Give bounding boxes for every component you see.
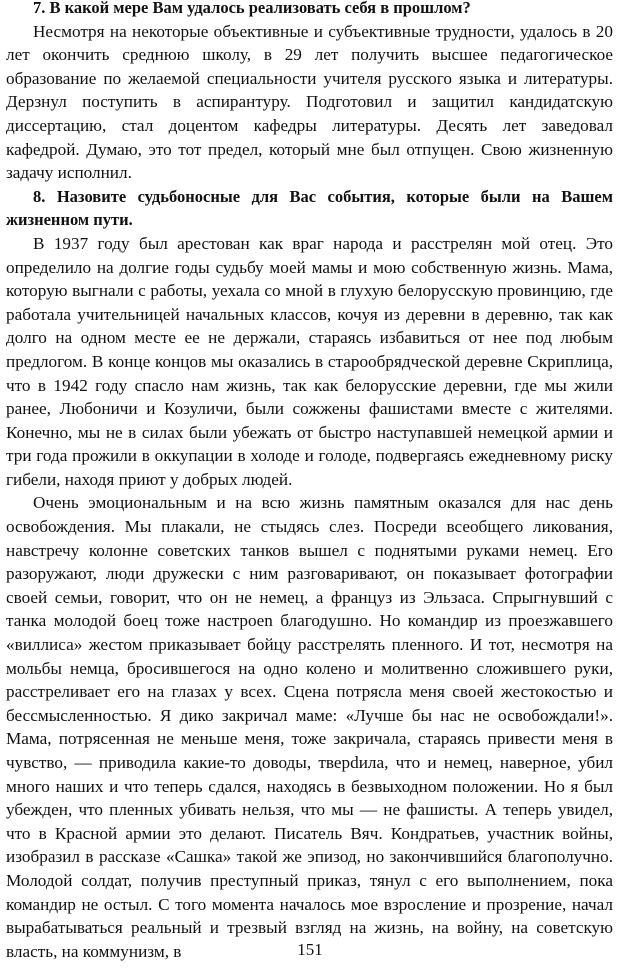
page-number: 151 (297, 940, 323, 959)
answer-8-paragraph-1: В 1937 году был арестован как враг народа и расстрелян мой отец. Это определило на долгие годы судьбу моей мамы и мою собственную жизнь. Мама, которую выгнали с работы, уехала со мной в глухую белорусскую провинцию, где работала учительницей начальных классов, кочуя из деревни в деревню, так как долго на одном месте ее не держали, стараясь избавиться от нее под любым предлогом. В конце концов мы оказались в старообрядческой деревне Скриплица, что в 1942 году спасло нам жизнь, так как белорусские деревни, где мы жили ранее, Любоничи и Козуличи, были сожжены фашистами вместе с жителями. Конечно, мы не в силах были убежать от быстро наступавшей немецкой армии и три года прожили в оккупации в холоде и голоде, подвергаясь ежедневному риску гибели, находя приют у добрых людей. (6, 233, 613, 489)
section-8 (6, 185, 613, 964)
question-8-heading: 8. Назовите судьбоносные для Вас события, которые были на Вашем жизненном пути. (6, 186, 613, 230)
section-7 (6, 0, 613, 185)
question-7-heading: 7. В какой мере Вам удалось реализовать себя в прошлом? (33, 0, 471, 17)
answer-8-paragraph-2: Очень эмоциональным и на всю жизнь памятным оказался для нас день освобождения. Мы плакали, не стыдясь слез. Посреди всеобщего ликования, навстречу колонне советских танков вышел с поднятыми руками немец. Его разоружают, люди дружески с ним разговаривают, он показывает фотографии своей семьи, говорит, что он не немец, а француз из Эльзаса. Спрыгнувший с танка молодой боец тоже настроen благодушно. Но командир из проезжавшего «виллиса» жестом приказывает бойцу расстрелять пленного. И тот, несмотря на мольбы немца, бросившегося на одно колено и молитвенно сложившего руки, расстреливает его на глазах у всех. Сцена потрясла меня своей жестокостью и бессмысленностью. Я дико закричал маме: «Лучше бы нас не освобождали!». Мама, потрясенная не меньше меня, тоже закричала, стараясь привести меня в чувство, — приводила какие-то доводы, тверdила, что и немец, наверное, убил много наших и что теперь сдался, находясь в безвыходном положении. Но я был убежден, что пленных убивать нельзя, что мы — не фашисты. А теперь увидел, что в Красной армии это делают. Писатель Вяч. Кондратьев, участник войны, изобразил в рассказе «Сашка» такой же эпизод, но закончившийся благополучно. Молодой солдат, получив преступный приказ, тянул с его выполнением, пока командир не остыл. С того момента началось мое взросление и прозрение, начал вырабатываться реальный и трезвый взгляд на жизнь, на войну, на советскую власть, на коммунизм, в (6, 493, 613, 961)
answer-7-paragraph: Несмотря на некоторые объективные и субъективные трудности, удалось в 20 лет окончить среднюю школу, в 29 лет получить высшее педагогическое образование по желаемой специальности учителя русского языка и литературы. Дерзнул поступить в аспирантуру. Подготовил и защитил кандидатскую диссертацию, стал доцентом кафедры литературы. Десять лет заведовал кафедрой. Думаю, это тот предел, который мне был отпущен. Свою жизненную задачу исполнил. (6, 21, 613, 183)
